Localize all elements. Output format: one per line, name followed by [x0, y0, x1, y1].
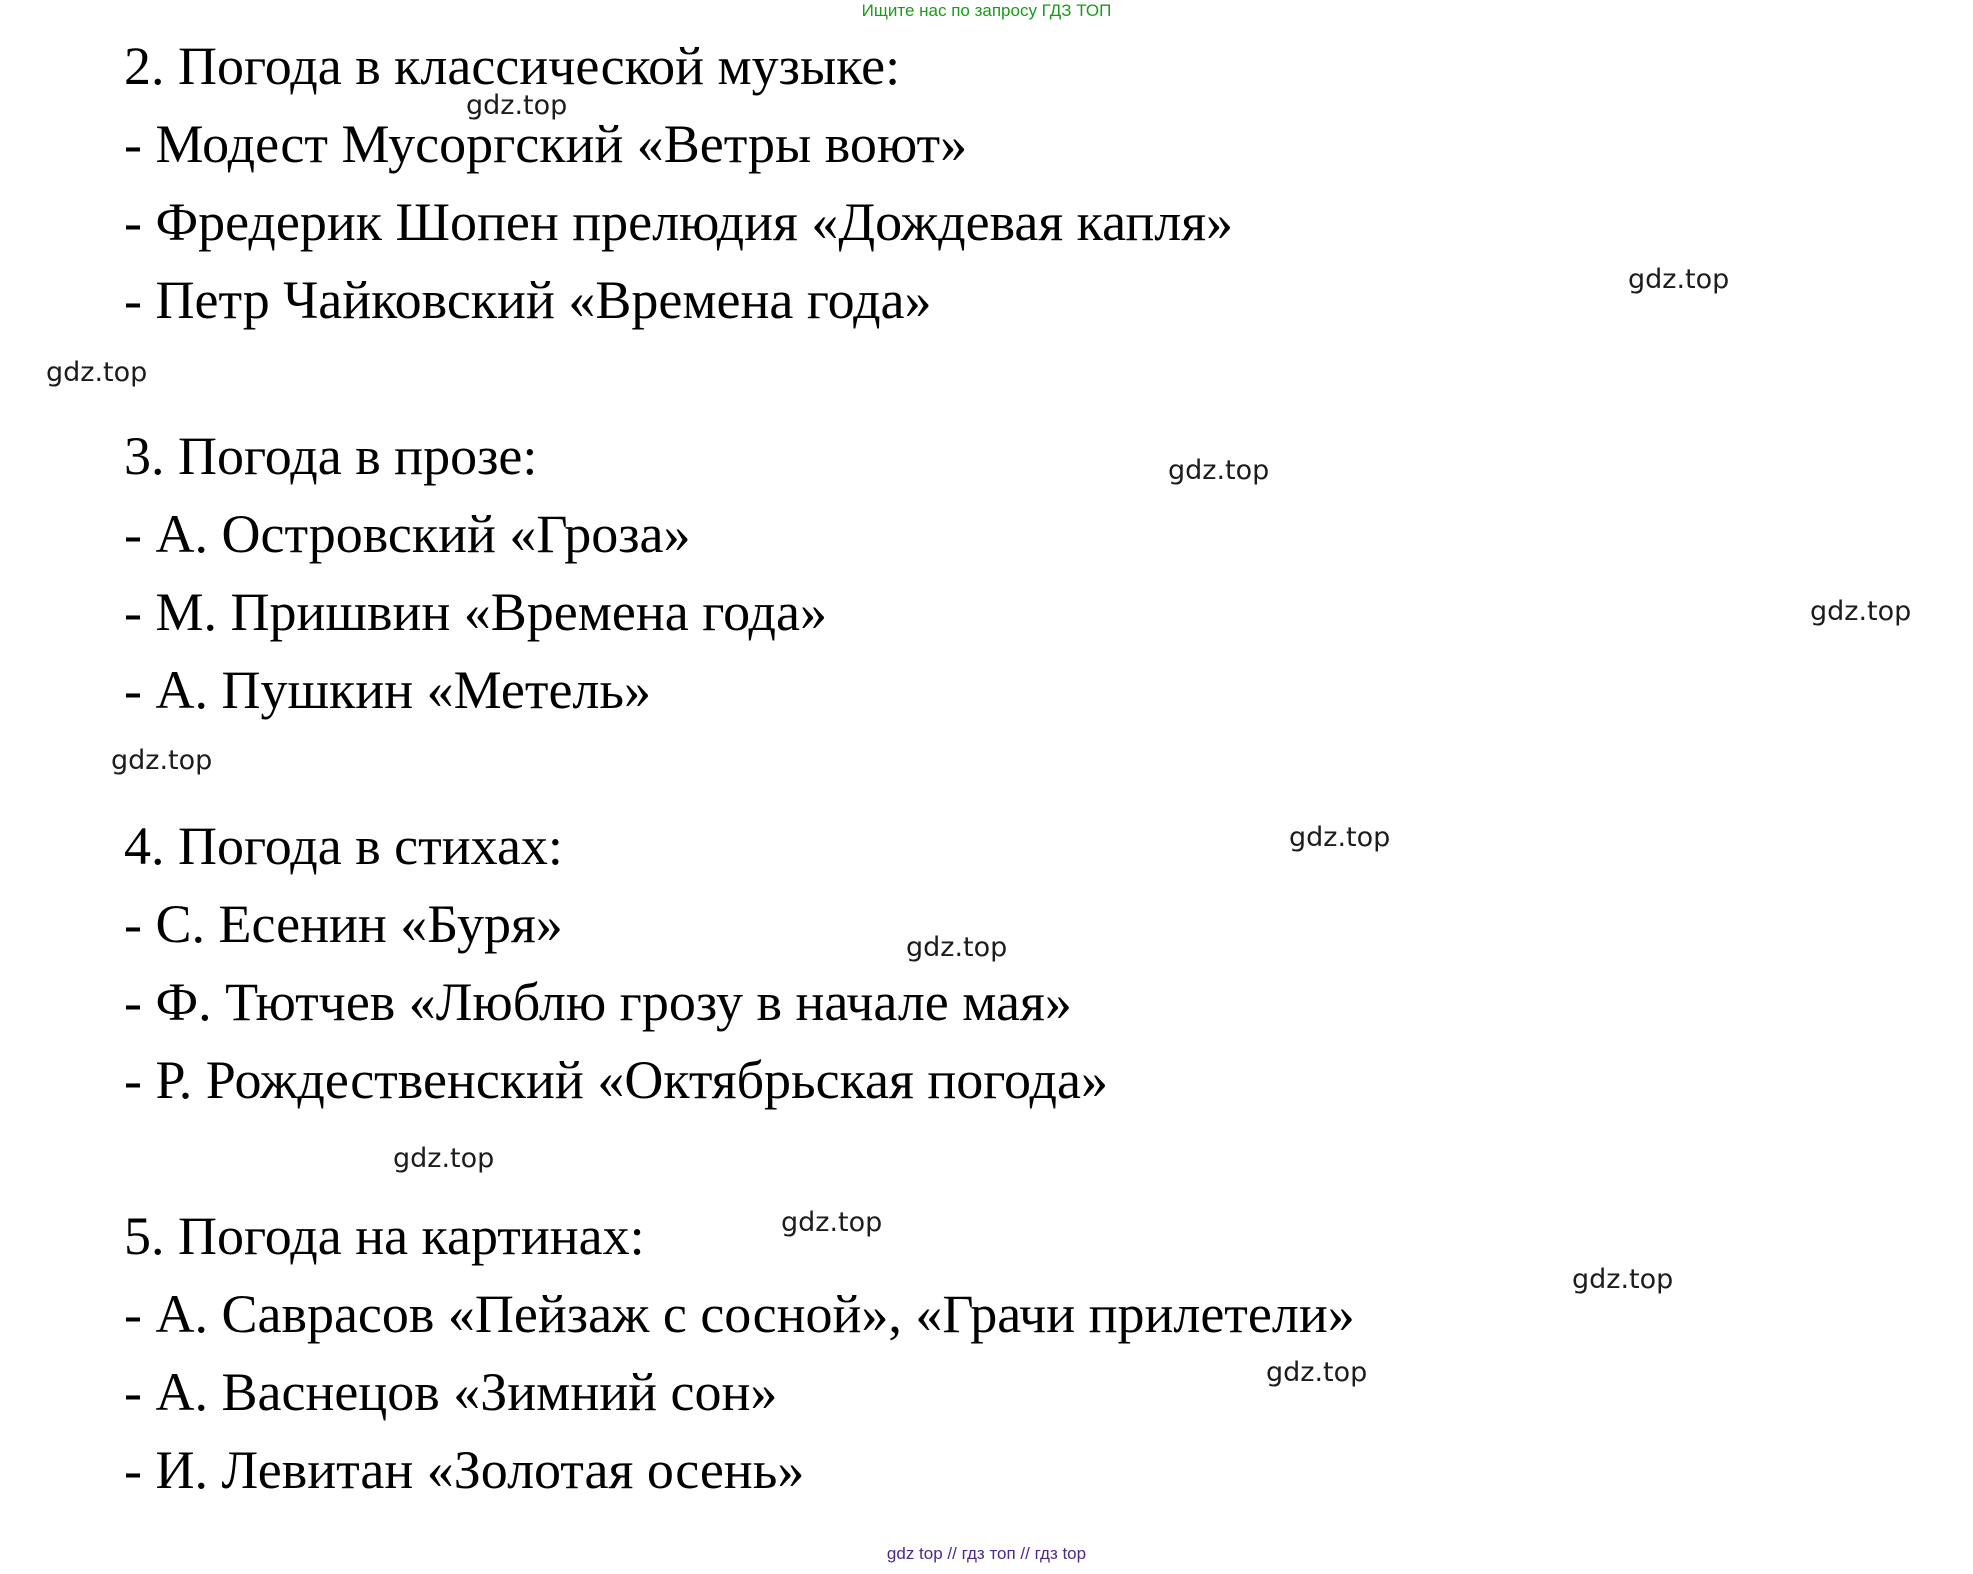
watermark-text: gdz.top [1266, 1357, 1368, 1388]
section-3-item-3: - А. Пушкин «Метель» [124, 660, 652, 720]
section-2-item-2: - Фредерик Шопен прелюдия «Дождевая капля» [124, 192, 1234, 252]
watermark-text: gdz.top [906, 932, 1008, 963]
watermark-text: gdz.top [1168, 455, 1270, 486]
watermark-text: gdz.top [1810, 596, 1912, 627]
watermark-text: gdz.top [393, 1143, 495, 1174]
watermark-text: gdz.top [111, 745, 213, 776]
watermark-text: gdz.top [781, 1207, 883, 1238]
section-4-item-1: - С. Есенин «Буря» [124, 894, 563, 954]
section-2-item-1: - Модест Мусоргский «Ветры воют» [124, 114, 968, 174]
watermark-text: gdz.top [1628, 264, 1730, 295]
header-banner[interactable]: Ищите нас по запросу ГДЗ ТОП [861, 1, 1112, 20]
section-3-item-2: - М. Пришвин «Времена года» [124, 582, 827, 642]
watermark-text: gdz.top [1289, 822, 1391, 853]
section-3-item-1: - А. Островский «Гроза» [124, 504, 691, 564]
section-3-heading: 3. Погода в прозе: [124, 426, 538, 486]
section-4-item-2: - Ф. Тютчев «Люблю грозу в начале мая» [124, 972, 1072, 1032]
watermark-text: gdz.top [466, 90, 568, 121]
section-4-item-3: - Р. Рождественский «Октябрьская погода» [124, 1050, 1108, 1110]
watermark-text: gdz.top [46, 357, 148, 388]
section-4-heading: 4. Погода в стихах: [124, 816, 563, 876]
section-2-heading: 2. Погода в классической музыке: [124, 36, 901, 96]
section-5-item-2: - А. Васнецов «Зимний сон» [124, 1362, 778, 1422]
section-5-item-1: - А. Саврасов «Пейзаж с сосной», «Грачи прилетели» [124, 1284, 1355, 1344]
footer-banner[interactable]: gdz top // гдз топ // гдз top [886, 1544, 1087, 1563]
section-2-item-3: - Петр Чайковский «Времена года» [124, 270, 932, 330]
watermark-text: gdz.top [1572, 1264, 1674, 1295]
section-5-item-3: - И. Левитан «Золотая осень» [124, 1440, 805, 1500]
section-5-heading: 5. Погода на картинах: [124, 1206, 645, 1266]
